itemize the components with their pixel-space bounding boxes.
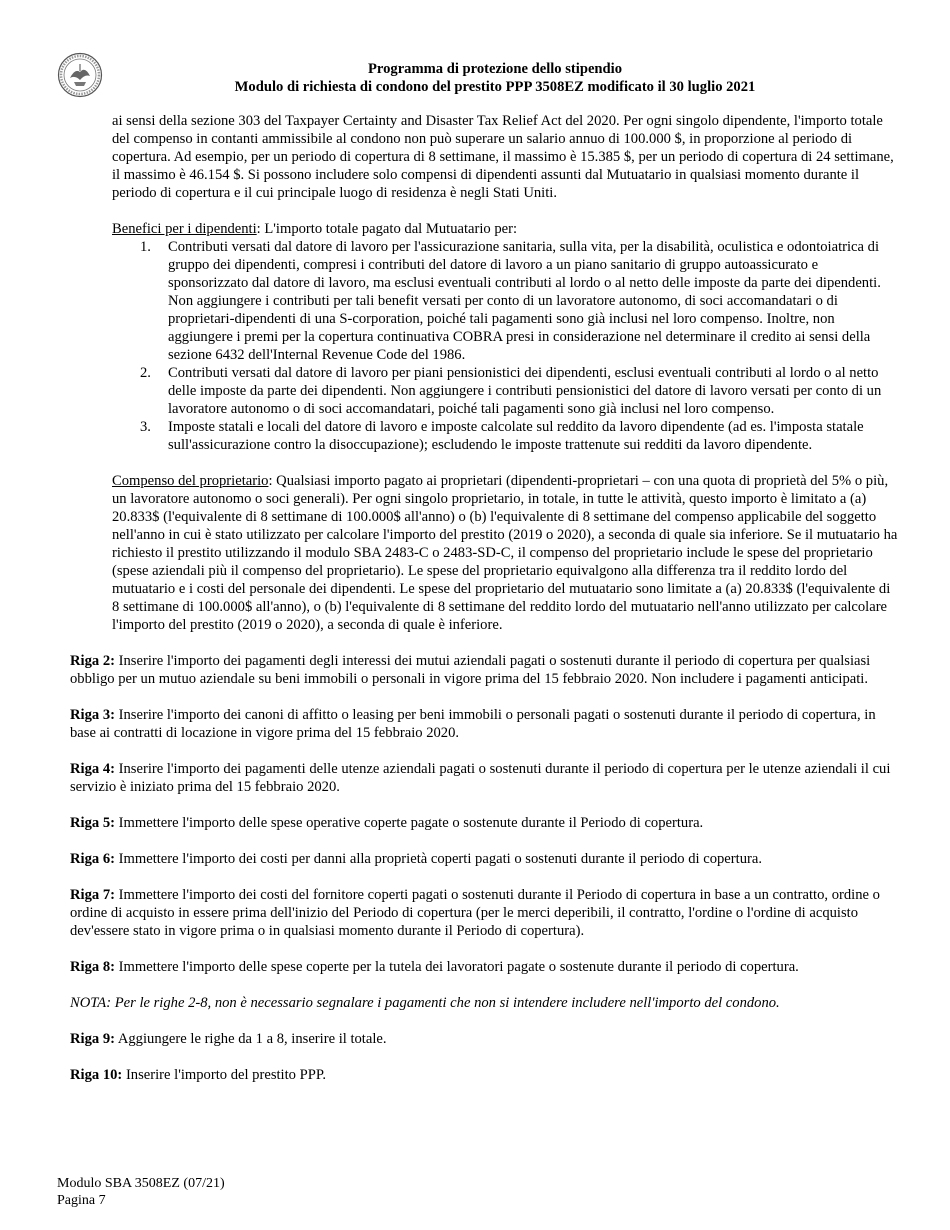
list-item-number: 3. <box>140 419 151 435</box>
footer-form-id: Modulo SBA 3508EZ (07/21) <box>57 1176 225 1191</box>
list-item-text: Imposte statali e locali del datore di lavoro e imposte calcolate sul reddito da lavoro dipendente (ad es. l'imposta statale sull'assicurazione contro la disoccupazione); escludendo le imposte trattenute sui redditi da lavoro dipendente. <box>168 419 864 453</box>
riga-text: Inserire l'importo dei pagamenti delle utenze aziendali pagati o sostenuti durante il periodo di copertura per le utenze aziendali il cui servizio è iniziato prima del 15 febbraio 2020. <box>70 761 891 795</box>
riga-7 <box>70 886 900 940</box>
benefits-paragraph <box>112 220 900 238</box>
owner-heading: Compenso del proprietario <box>112 473 269 489</box>
page-footer <box>57 1175 225 1209</box>
riga-label: Riga 10: <box>70 1067 123 1083</box>
riga-3 <box>70 706 900 742</box>
header-title: Programma di protezione dello stipendio <box>367 61 623 77</box>
list-item <box>112 364 900 418</box>
intro-paragraph: ai sensi della sezione 303 del Taxpayer Certainty and Disaster Tax Relief Act del 2020. Per ogni singolo dipendente, l'importo totale del compenso in contanti ammissibile al condono non può superare un salario annuo di 100.000 $, in proporzione al periodo di copertura. Ad esempio, per un periodo di copertura di 8 settimane, il massimo è 15.385 $, per un periodo di copertura di 24 settimane, il massimo è 46.154 $. Si possono includere solo compensi di dipendenti assunti dal Mutuatario in qualsiasi momento durante il periodo di copertura e il cui principale luogo di residenza è negli Stati Uniti. <box>112 113 894 201</box>
benefits-heading: Benefici per i dipendenti <box>112 221 257 237</box>
riga-label: Riga 4: <box>70 761 115 777</box>
riga-text: Immettere l'importo dei costi del fornitore coperti pagati o sostenuti durante il Periodo di copertura in base a un contratto, ordine o ordine di acquisto in essere prima dell'inizio del Periodo di copertura (per le merci deperibili, il contratto, l'ordine o l'ordine di acquisto dev'essere stato in vigore prima o in qualsiasi momento durante il Periodo di copertura). <box>70 887 880 939</box>
footer-page-number: Pagina 7 <box>57 1193 106 1208</box>
riga-label: Riga 8: <box>70 959 115 975</box>
riga-8 <box>70 958 900 976</box>
riga-6 <box>70 850 900 868</box>
owner-text: : Qualsiasi importo pagato ai proprietari (dipendenti-proprietari – con una quota di proprietà del 5% o più, un lavoratore autonomo o soci generali). Per ogni singolo proprietario, in totale, in tutte le attività, questo importo è limitato a (a) 20.833$ (l'equivalente di 8 settimane di 100.000$ all'anno) o (b) l'equivalente di 8 settimane del compenso applicabile del soggetto nell'anno in cui è stato utilizzato per calcolare l'importo del prestito (2019 o 2020), a seconda di quale sia inferiore. Se il mutuatario ha richiesto il prestito utilizzando il modulo SBA 2483-C o 2483-SD-C, il compenso del proprietario include le spese del proprietario (spese aziendali più il compenso del proprietario). Le spese del proprietario equivalgono alla differenza tra il reddito lordo del mutuatario e i costi del personale dei dipendenti. Le spese del proprietario del mutuatario sono limitate a (a) 20.833$ (l'equivalente di 8 settimane di 100.000$ all'anno), o (b) l'equivalente di 8 settimane del reddito lordo del mutuatario nell'anno utilizzato per calcolare l'importo del prestito (2019 o 2020), a seconda di quale è inferiore. <box>112 473 898 633</box>
riga-2 <box>70 652 900 688</box>
riga-9 <box>70 1030 900 1048</box>
riga-label: Riga 6: <box>70 851 115 867</box>
owner-paragraph <box>112 472 900 634</box>
riga-text: Aggiungere le righe da 1 a 8, inserire il totale. <box>115 1031 387 1047</box>
riga-label: Riga 7: <box>70 887 115 903</box>
page-header <box>0 60 950 96</box>
riga-text: Immettere l'importo delle spese operative coperte pagate o sostenute durante il Periodo di copertura. <box>115 815 704 831</box>
riga-label: Riga 3: <box>70 707 115 723</box>
benefits-lead: : L'importo totale pagato dal Mutuatario per: <box>256 221 518 237</box>
riga-5 <box>70 814 900 832</box>
riga-10 <box>70 1066 900 1084</box>
document-body <box>70 112 900 1102</box>
list-item-text: Contributi versati dal datore di lavoro per l'assicurazione sanitaria, sulla vita, per la disabilità, oculistica e odontoiatrica di gruppo dei dipendenti, compresi i contributi del datore di lavoro a un piano sanitario di gruppo autoassicurato e sponsorizzato dal datore di lavoro, ma esclusi eventuali contributi al lordo o al netto delle imposte da parte dei dipendenti. Non aggiungere i contributi per tali benefit versati per conto di un lavoratore autonomo, di soci accomandatari o di proprietari-dipendenti di una S-corporation, poiché tali pagamenti sono già inclusi nel loro compenso. Inoltre, non aggiungere i premi per la copertura continuativa COBRA presi in considerazione nel determinare il credito ai sensi della sezione 6432 dell'Internal Revenue Code del 1986. <box>168 239 881 363</box>
riga-text: Inserire l'importo dei canoni di affitto o leasing per beni immobili o personali pagati o sostenuti durante il periodo di copertura, in base ai contratti di locazione in vigore prima del 15 febbraio 2020. <box>70 707 876 741</box>
benefits-list <box>112 238 900 454</box>
list-item <box>112 238 900 364</box>
riga-text: Inserire l'importo del prestito PPP. <box>122 1067 326 1083</box>
riga-text: Immettere l'importo delle spese coperte per la tutela dei lavoratori pagate o sostenute durante il periodo di copertura. <box>115 959 799 975</box>
list-item-number: 1. <box>140 239 151 255</box>
riga-4 <box>70 760 900 796</box>
list-item <box>112 418 900 454</box>
riga-label: Riga 9: <box>70 1031 115 1047</box>
riga-text: Immettere l'importo dei costi per danni alla proprietà coperti pagati o sostenuti durante il periodo di copertura. <box>115 851 762 867</box>
riga-text: Inserire l'importo dei pagamenti degli interessi dei mutui aziendali pagati o sostenuti durante il periodo di copertura per qualsiasi obbligo per un mutuo aziendale su beni immobili o personali in vigore prima del 15 febbraio 2020. Non includere i pagamenti anticipati. <box>70 653 871 687</box>
note: NOTA: Per le righe 2-8, non è necessario segnalare i pagamenti che non si intendere includere nell'importo del condono. <box>70 995 780 1011</box>
list-item-number: 2. <box>140 365 151 381</box>
list-item-text: Contributi versati dal datore di lavoro per piani pensionistici dei dipendenti, esclusi eventuali contributi al lordo o al netto delle imposte da parte dei dipendenti. Non aggiungere i contributi pensionistici del datore di lavoro versati per conto di un lavoratore autonomo o di soci accomandatari, poiché tali pagamenti sono già inclusi nel loro compenso. <box>168 365 882 417</box>
header-subtitle: Modulo di richiesta di condono del prestito PPP 3508EZ modificato il 30 luglio 2021 <box>234 79 756 95</box>
riga-label: Riga 5: <box>70 815 115 831</box>
riga-label: Riga 2: <box>70 653 115 669</box>
